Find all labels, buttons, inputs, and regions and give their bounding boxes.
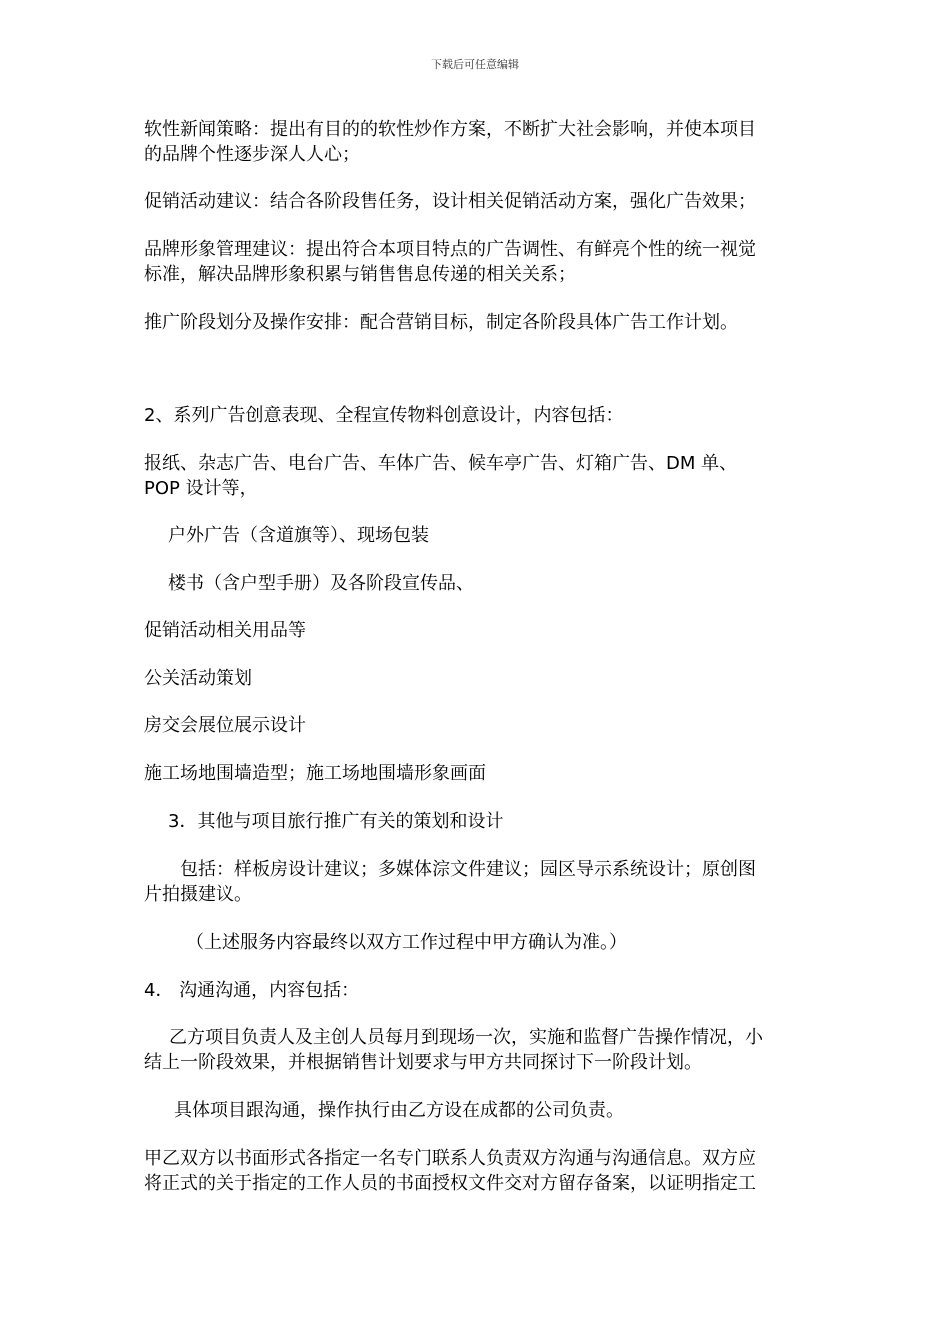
paragraph-monthly-visit <box>144 1025 808 1075</box>
paragraph-section-2-heading <box>144 403 808 428</box>
paragraph-promotion-suggestion <box>144 189 808 214</box>
paragraph-ad-media-list <box>144 451 808 501</box>
text-line: 公关活动策划 <box>144 668 252 689</box>
text-line: 品牌形象管理建议：提出符合本项目特点的广告调性、有鲜亮个性的统一视觉 <box>144 239 756 260</box>
paragraph-outdoor-ads <box>168 523 832 548</box>
text-line: 结上一阶段效果，并根据销售计划要求与甲方共同探讨下一阶段计划。 <box>144 1052 702 1073</box>
paragraph-construction-wall <box>144 761 808 786</box>
text-line: 甲乙双方以书面形式各指定一名专门联系人负责双方沟通与沟通信息。双方应 <box>144 1148 756 1169</box>
paragraph-service-note <box>186 930 850 955</box>
text-line: 楼书（含户型手册）及各阶段宣传品、 <box>168 573 474 594</box>
text-line: POP 设计等， <box>144 478 258 499</box>
text-line: 2、系列广告创意表现、全程宣传物料创意设计，内容包括： <box>144 405 624 426</box>
paragraph-brand-image-management <box>144 237 808 287</box>
text-line: 户外广告（含道旗等）、现场包装 <box>168 525 429 546</box>
paragraph-promo-supplies <box>144 618 808 643</box>
page-header: 下载后可任意编辑 <box>431 58 519 71</box>
paragraph-promotion-stages <box>144 310 808 335</box>
text-line: 乙方项目负责人及主创人员每月到现场一次，实施和监督广告操作情况，小 <box>169 1027 763 1048</box>
text-line: 片拍摄建议。 <box>144 884 252 905</box>
paragraph-expo-booth <box>144 713 808 738</box>
text-line: 房交会展位展示设计 <box>144 715 306 736</box>
paragraph-brochures <box>168 571 832 596</box>
paragraph-pr-planning <box>144 666 808 691</box>
text-line: 施工场地围墙造型；施工场地围墙形象画面 <box>144 763 486 784</box>
paragraph-section-3-heading <box>168 809 832 834</box>
text-line: 3．其他与项目旅行推广有关的策划和设计 <box>168 811 504 832</box>
paragraph-contact-person <box>144 1146 808 1196</box>
text-line: 促销活动建议：结合各阶段售任务，设计相关促销活动方案，强化广告效果； <box>144 191 756 212</box>
paragraph-project-execution <box>174 1098 838 1123</box>
text-line: 报纸、杂志广告、电台广告、车体广告、候车亭广告、灯箱广告、DM 单、 <box>144 453 738 474</box>
text-line: 推广阶段划分及操作安排：配合营销目标，制定各阶段具体广告工作计划。 <box>144 312 738 333</box>
text-line: 软性新闻策略：提出有目的的软性炒作方案，不断扩大社会影响，并使本项目 <box>144 119 756 140</box>
text-line: 促销活动相关用品等 <box>144 620 306 641</box>
paragraph-soft-news-strategy <box>144 117 808 167</box>
text-line: 标准，解决品牌形象积累与销售售息传递的相关关系； <box>144 264 576 285</box>
text-line: 4． 沟通沟通，内容包括： <box>144 980 360 1001</box>
text-line: 的品牌个性逐步深人人心； <box>144 144 360 165</box>
paragraph-includes <box>144 857 808 907</box>
text-line: （上述服务内容最终以双方工作过程中甲方确认为准。） <box>186 932 627 953</box>
text-line: 将正式的关于指定的工作人员的书面授权文件交对方留存备案，以证明指定工 <box>144 1173 756 1194</box>
text-line: 包括：样板房设计建议；多媒体淙文件建议；园区导示系统设计；原创图 <box>180 859 756 880</box>
text-line: 具体项目跟沟通，操作执行由乙方设在成都的公司负责。 <box>174 1100 624 1121</box>
paragraph-section-4-heading <box>144 978 808 1003</box>
